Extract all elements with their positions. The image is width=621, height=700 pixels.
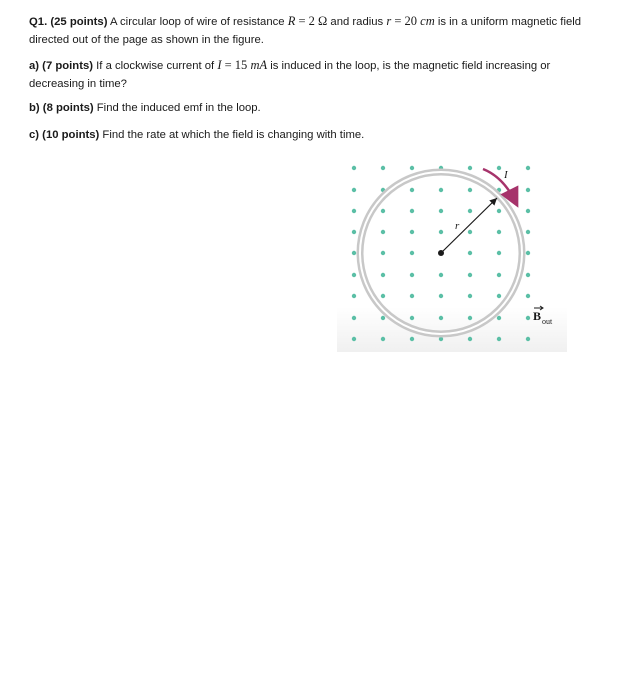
field-dot bbox=[468, 251, 472, 255]
field-dot bbox=[468, 273, 472, 277]
field-dot bbox=[410, 166, 414, 170]
radius-arrow bbox=[441, 198, 497, 253]
question-b-heading: b) (8 points) bbox=[29, 102, 94, 114]
field-dot bbox=[410, 230, 414, 234]
figure-svg bbox=[337, 157, 567, 352]
field-dot bbox=[526, 316, 530, 320]
field-dot bbox=[497, 294, 501, 298]
question-b: b) (8 points) Find the induced emf in the loop. bbox=[29, 102, 261, 114]
field-dot bbox=[381, 230, 385, 234]
field-dot bbox=[468, 166, 472, 170]
field-dot bbox=[497, 230, 501, 234]
field-dot bbox=[497, 337, 501, 341]
question-1: Q1. (25 points) A circular loop of wire of resistance R = 2 Ω and radius r = 20 cm is in a uniform magnetic field directed out of the page as shown in the figure. bbox=[29, 14, 582, 46]
magnetic-loop-figure bbox=[337, 157, 567, 352]
field-dot bbox=[381, 209, 385, 213]
field-dot bbox=[352, 188, 356, 192]
field-dot bbox=[410, 188, 414, 192]
question-c-heading: c) (10 points) bbox=[29, 129, 100, 141]
field-dot bbox=[381, 251, 385, 255]
field-dot bbox=[410, 294, 414, 298]
field-dot bbox=[439, 188, 443, 192]
field-dot bbox=[526, 337, 530, 341]
field-dot bbox=[468, 209, 472, 213]
field-dot bbox=[497, 209, 501, 213]
field-dot bbox=[526, 294, 530, 298]
field-subscript: out bbox=[542, 317, 553, 326]
field-dot bbox=[526, 209, 530, 213]
field-dot bbox=[352, 294, 356, 298]
field-dot bbox=[468, 230, 472, 234]
field-dot bbox=[468, 294, 472, 298]
field-dot bbox=[468, 316, 472, 320]
field-dot bbox=[497, 251, 501, 255]
field-dot bbox=[381, 294, 385, 298]
question-c: c) (10 points) Find the rate at which the field is changing with time. bbox=[29, 129, 365, 141]
field-dot bbox=[352, 209, 356, 213]
field-dot bbox=[526, 251, 530, 255]
field-dot bbox=[381, 273, 385, 277]
field-dot bbox=[497, 273, 501, 277]
field-dot bbox=[497, 316, 501, 320]
field-dot bbox=[381, 166, 385, 170]
current-label: I bbox=[504, 169, 508, 181]
field-dot bbox=[526, 166, 530, 170]
field-dot bbox=[352, 230, 356, 234]
field-dot bbox=[410, 316, 414, 320]
field-dot bbox=[468, 188, 472, 192]
field-dot bbox=[352, 251, 356, 255]
field-dot bbox=[439, 273, 443, 277]
field-dot bbox=[526, 230, 530, 234]
field-dot bbox=[410, 251, 414, 255]
field-dot bbox=[381, 316, 385, 320]
field-dot bbox=[439, 230, 443, 234]
field-dot bbox=[468, 337, 472, 341]
field-label: B bbox=[533, 309, 542, 323]
question-1-heading: Q1. (25 points) bbox=[29, 16, 108, 28]
field-dot bbox=[410, 209, 414, 213]
field-dot bbox=[352, 273, 356, 277]
field-dot bbox=[497, 166, 501, 170]
field-dot bbox=[410, 337, 414, 341]
field-dot bbox=[381, 337, 385, 341]
field-dot bbox=[352, 337, 356, 341]
field-dot bbox=[439, 209, 443, 213]
field-dot bbox=[526, 188, 530, 192]
field-dot bbox=[439, 294, 443, 298]
question-a: a) (7 points) If a clockwise current of I = 15 mA is induced in the loop, is the magnetic field increasing or decreasing in time? bbox=[29, 58, 551, 90]
field-dot bbox=[352, 316, 356, 320]
question-a-heading: a) (7 points) bbox=[29, 60, 94, 72]
radius-label: r bbox=[455, 220, 460, 232]
field-dot bbox=[410, 273, 414, 277]
field-dot bbox=[352, 166, 356, 170]
field-dot bbox=[526, 273, 530, 277]
field-dot bbox=[439, 316, 443, 320]
